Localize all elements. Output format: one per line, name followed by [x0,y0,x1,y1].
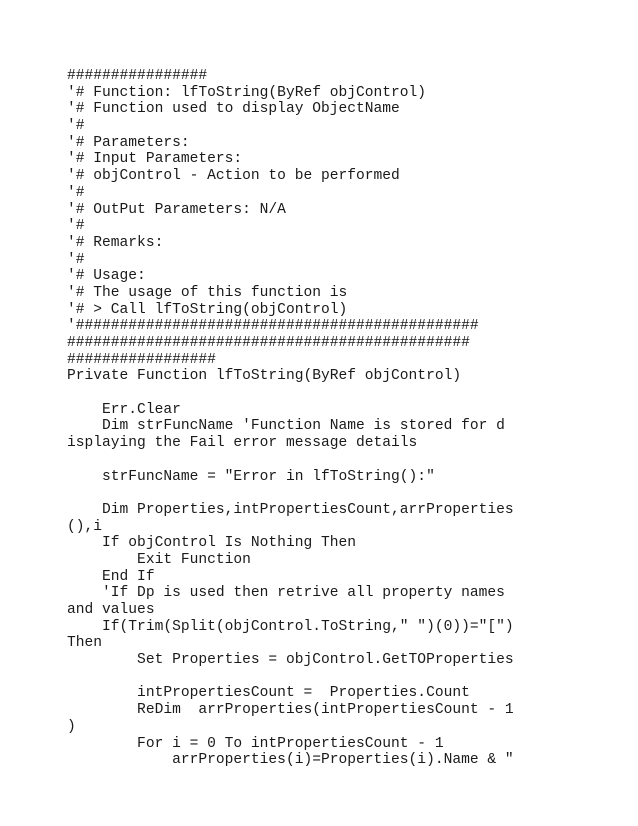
code-line: If objControl Is Nothing Then [67,535,357,552]
code-line: If(Trim(Split(objControl.ToString," ")(0))="[") [67,618,514,635]
code-line: Private Function lfToString(ByRef objControl) [67,368,462,385]
code-line: ############################################## [67,335,470,351]
code-line: ################ [67,68,208,84]
code-line: '# OutPut Parameters: N/A [67,201,286,218]
code-line: '# [67,218,85,235]
code-line: isplaying the Fail error message details [67,435,418,452]
code-line: '# [67,251,85,268]
code-line: Dim strFuncName 'Function Name is stored for d [67,418,505,435]
code-line: ReDim arrProperties(intPropertiesCount - 1 [67,702,514,719]
code-line [67,385,514,402]
code-line: Set Properties = objControl.GetTOProperties [67,652,514,669]
code-line: '# Input Parameters: [67,151,243,168]
code-line: '# > Call lfToString(objControl) [67,301,348,318]
code-line: ################# [67,351,216,368]
code-line [67,485,514,502]
code-line: 'If Dp is used then retrive all property names [67,585,505,602]
code-line: '# Usage: [67,268,146,285]
code-line: Dim Properties,intPropertiesCount,arrProperties [67,501,514,518]
code-line: intPropertiesCount = Properties.Count [67,685,470,702]
code-line: Err.Clear [67,401,181,418]
code-line: '# [67,184,85,201]
code-line: '# Remarks: [67,234,164,251]
code-line: '# Function used to display ObjectName [67,101,400,118]
code-listing [67,68,514,769]
code-line: Then [67,635,103,652]
code-line: Exit Function [67,551,251,568]
code-line: For i = 0 To intPropertiesCount - 1 [67,735,444,752]
code-line: (),i [67,518,103,535]
code-line [67,669,514,686]
code-line: End If [67,568,155,585]
code-line: '# Function: lfToString(ByRef objControl) [67,84,427,101]
code-line: ) [67,718,76,735]
code-line: '# objControl - Action to be performed [67,168,400,185]
code-line: strFuncName = "Error in lfToString():" [67,468,435,485]
code-line: '# Parameters: [67,134,190,151]
code-line: '# [67,118,85,135]
code-line: '# The usage of this function is [67,284,348,301]
code-line: arrProperties(i)=Properties(i).Name & " [67,752,514,769]
code-line: and values [67,602,155,618]
code-line: '############################################## [67,318,479,335]
code-line [67,452,514,469]
